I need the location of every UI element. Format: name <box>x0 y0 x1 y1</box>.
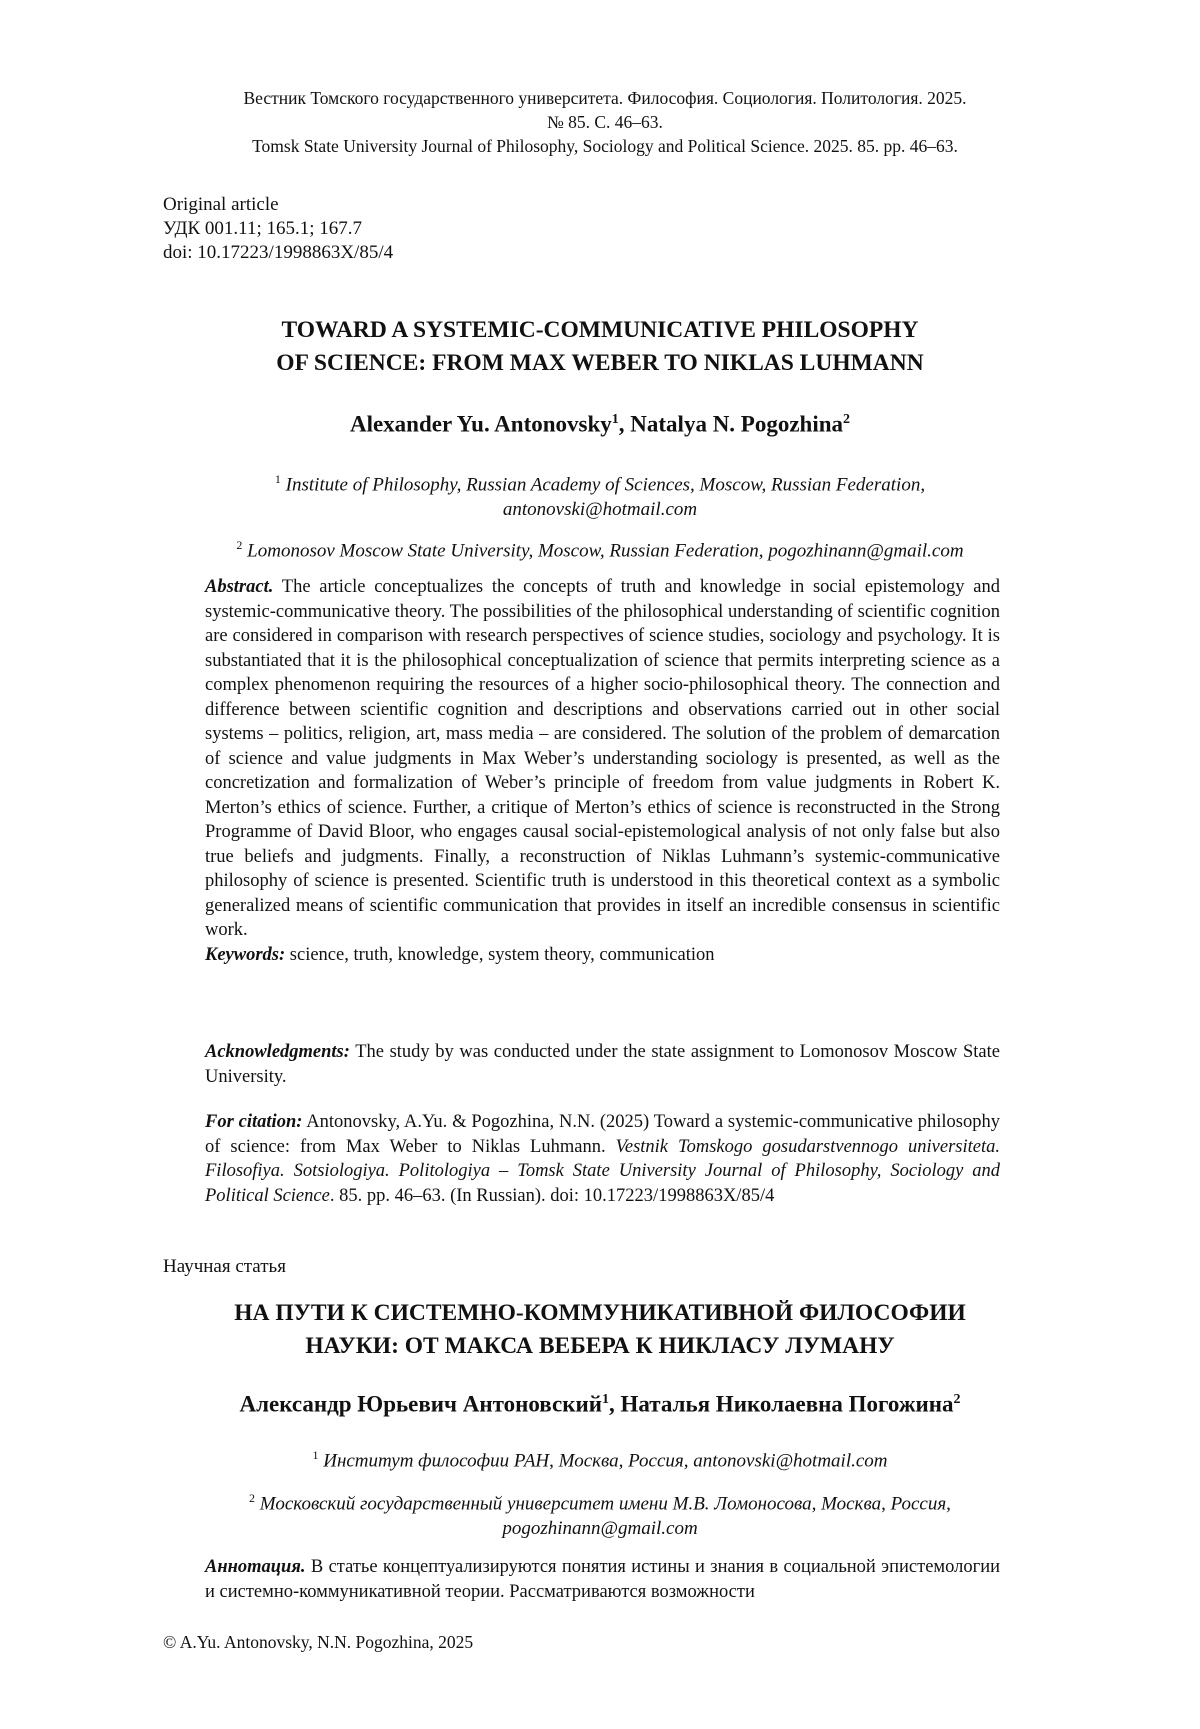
title-ru-line1: НА ПУТИ К СИСТЕМНО-КОММУНИКАТИВНОЙ ФИЛОСОФИИ <box>234 1300 966 1326</box>
title-en-line1: TOWARD A SYSTEMIC-COMMUNICATIVE PHILOSOPHY <box>281 317 919 343</box>
author-superscript: 1 <box>611 412 619 427</box>
keywords-text: science, truth, knowledge, system theory, communication <box>289 944 715 965</box>
journal-header-ru-pages: № 85. С. 46–63. <box>547 112 663 132</box>
article-type-ru: Научная статья <box>163 1256 286 1277</box>
affiliation-superscript: 1 <box>312 1448 319 1462</box>
authors-en: Alexander Yu. Antonovsky$^1$, Natalya N. Pogozhina$^2$ <box>349 411 851 437</box>
title-ru-line2: НАУКИ: ОТ МАКСА ВЕБЕРА К НИКЛАСУ ЛУМАНУ <box>305 1333 895 1359</box>
authors-ru: Александр Юрьевич Антоновский$^1$, Наталья Николаевна Погожина$^2$ <box>239 1391 961 1417</box>
udk-code: УДК 001.11; 165.1; 167.7 <box>163 218 363 239</box>
acknowledgments <box>205 1040 1000 1089</box>
affiliation-text: Institute of Philosophy, Russian Academy of Sciences, Moscow, Russian Federation, <box>285 474 926 496</box>
citation-label: For citation: <box>205 1112 303 1132</box>
affiliation-email: pogozhinann@gmail.com <box>502 1518 698 1540</box>
citation-tail: . 85. pp. 46–63. (In Russian). doi: 10.17223/1998863X/85/4 <box>329 1185 775 1206</box>
affiliation-superscript: 2 <box>236 538 243 552</box>
affiliation-superscript: 2 <box>249 1491 256 1505</box>
affiliation-text: Институт философии РАН, Москва, Россия, antonovski@hotmail.com <box>323 1450 888 1472</box>
abstract-text: В статье концептуализируются понятия истины и знания в социальной эпистемологии и системно-коммуникативной теории. Рассматриваются возможности <box>205 1557 1001 1602</box>
affiliation-email: antonovski@hotmail.com <box>502 499 698 521</box>
acknowledgments-label: Acknowledgments: <box>205 1042 350 1062</box>
author-name: Александр Юрьевич Антоновский <box>239 1391 602 1417</box>
journal-header-en: Tomsk State University Journal of Philosophy, Sociology and Political Science. 2025. 85. pp. 46–63. <box>252 136 958 156</box>
citation-text: Antonovsky, A.Yu. & Pogozhina, N.N. (2025) Toward a systemic-communicative philosophy of science: from Max Weber to Niklas Luhmann. <box>205 1112 1000 1157</box>
title-en <box>120 314 1080 380</box>
title-ru <box>120 1297 1080 1363</box>
journal-header <box>140 86 1070 158</box>
affiliation-superscript: 1 <box>274 472 281 486</box>
author-name: Наталья Николаевна Погожина <box>620 1391 954 1417</box>
journal-header-ru: Вестник Томского государственного университета. Философия. Социология. Политология. 2025. <box>243 88 967 108</box>
acknowledgments-text: The study by was conducted under the state assignment to Lomonosov Moscow State University. <box>205 1042 1000 1087</box>
affiliation-ru-1 <box>150 1443 1050 1473</box>
citation <box>205 1110 1000 1208</box>
author-name: Alexander Yu. Antonovsky <box>349 411 612 437</box>
affiliation-text: Московский государственный университет имени М.В. Ломоносова, Москва, Россия, <box>259 1493 951 1515</box>
author-name: Natalya N. Pogozhina <box>630 411 844 437</box>
copyright-footer: © A.Yu. Antonovsky, N.N. Pogozhina, 2025 <box>163 1632 474 1652</box>
title-en-line2: OF SCIENCE: FROM MAX WEBER TO NIKLAS LUHMANN <box>276 350 924 376</box>
abstract-label: Аннотация. <box>205 1557 306 1577</box>
abstract-en <box>205 575 1000 967</box>
author-superscript: 1 <box>601 1392 609 1407</box>
citation-journal: Vestnik Tomskogo gosudarstvennogo universiteta. Filosofiya. Sotsiologiya. Politologiya – Tomsk State University Journal of Philosophy, Sociology and Political Science <box>205 1136 1001 1206</box>
affiliation-text: Lomonosov Moscow State University, Moscow, Russian Federation, pogozhinann@gmail.com <box>247 540 964 562</box>
affiliation-ru-2 <box>150 1486 1050 1541</box>
affiliation-en-2 <box>110 533 1090 563</box>
article-type: Original article <box>163 194 279 215</box>
author-superscript: 2 <box>953 1392 961 1407</box>
affiliation-en-1 <box>150 467 1050 522</box>
author-superscript: 2 <box>843 412 851 427</box>
article-meta <box>163 193 393 265</box>
keywords-label: Keywords: <box>205 944 286 965</box>
abstract-text: The article conceptualizes the concepts of truth and knowledge in social epistemology and systemic-communicative theory. The possibilities of the philosophical understanding of scientific cognition are considered in comparison with research perspectives of science studies, sociology and psychology. It is substantiated that it is the philosophical conceptualization of science that permits interpreting science as a complex phenomenon requiring the resources of a higher socio-philosophical theory. The connection and difference between scientific cognition and descriptions and observations carried out in other social systems – politics, religion, art, mass media – are considered. The solution of the problem of demarcation of science and value judgments in Max Weber’s understanding sociology is presented, as well as the concretization and formalization of Weber’s principle of freedom from value judgments in Robert K. Merton’s ethics of science. Further, a critique of Merton’s ethics of science is reconstructed in the Strong Programme of David Bloor, who engages causal social-epistemological analysis of not only false but also true beliefs and judgments. Finally, a reconstruction of Niklas Luhmann’s systemic-communicative philosophy of science is presented. Scientific truth is understood in this theoretical context as a symbolic generalized means of scientific communication that provides in itself an incredible consensus in scientific work. <box>205 577 1000 940</box>
doi: doi: 10.17223/1998863X/85/4 <box>163 242 394 263</box>
abstract-ru <box>205 1555 1000 1604</box>
abstract-label: Abstract. <box>205 577 274 597</box>
